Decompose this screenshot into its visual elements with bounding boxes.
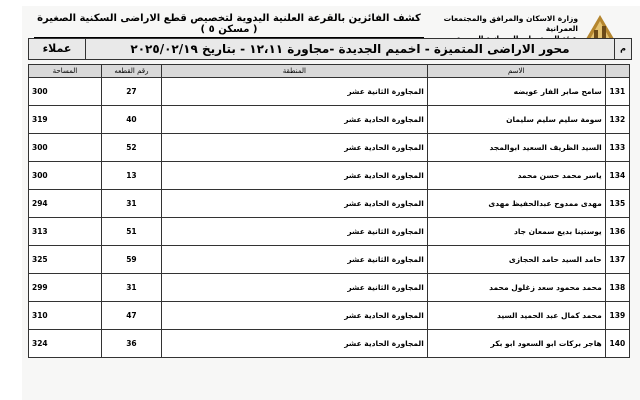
- plot-number-cell: 51: [101, 218, 161, 246]
- region-cell: المجاورة الثانية عشر: [161, 78, 427, 106]
- row-number-cell: 139: [605, 302, 629, 330]
- region-cell: المجاورة الثانية عشر: [161, 218, 427, 246]
- region-cell: المجاورة الثانية عشر: [161, 274, 427, 302]
- plot-number-cell: 52: [101, 134, 161, 162]
- row-number-cell: 135: [605, 190, 629, 218]
- row-number-cell: 131: [605, 78, 629, 106]
- area-cell: 319: [29, 106, 102, 134]
- table-row: [29, 274, 630, 302]
- table-body: [29, 78, 630, 358]
- row-number-cell: 132: [605, 106, 629, 134]
- name-cell: يوستينا بديع سمعان جاد: [427, 218, 605, 246]
- row-number-cell: 140: [605, 330, 629, 358]
- left-margin: [0, 0, 22, 400]
- column-header-plot: رقم القطعه: [101, 65, 161, 78]
- column-header-number: [605, 65, 629, 78]
- table-row: [29, 78, 630, 106]
- client-category-label: عملاء: [29, 39, 86, 59]
- area-cell: 294: [29, 190, 102, 218]
- table-row: [29, 134, 630, 162]
- name-cell: ياسر محمد حسن محمد: [427, 162, 605, 190]
- column-header-name: الاسم: [427, 65, 605, 78]
- plot-number-cell: 47: [101, 302, 161, 330]
- axis-title: محور الاراضى المتميزة - اخميم الجديدة -مجاورة ١٢،١١ - بتاريخ ٢٠٢٥/٠٢/١٩: [130, 42, 570, 56]
- row-number-cell: 136: [605, 218, 629, 246]
- region-cell: المجاورة الحادية عشر: [161, 134, 427, 162]
- table-row: [29, 302, 630, 330]
- region-cell: المجاورة الحادية عشر: [161, 190, 427, 218]
- name-cell: محمد محمود سعد زغلول محمد: [427, 274, 605, 302]
- plot-number-cell: 40: [101, 106, 161, 134]
- area-cell: 325: [29, 246, 102, 274]
- column-header-area: المساحة: [29, 65, 102, 78]
- area-cell: 324: [29, 330, 102, 358]
- name-cell: السيد الظريف السعيد ابوالمجد: [427, 134, 605, 162]
- section-band: [28, 38, 632, 60]
- table-row: [29, 218, 630, 246]
- name-cell: سامح صابر الفار عويضه: [427, 78, 605, 106]
- org-line-ministry: وزارة الاسكان والمرافق والمجتمعات العمرانية: [443, 14, 578, 33]
- area-cell: 300: [29, 134, 102, 162]
- region-cell: المجاورة الحادية عشر: [161, 162, 427, 190]
- table-header-row: [29, 65, 630, 78]
- table-row: [29, 246, 630, 274]
- name-cell: هاجر بركات ابو السعود ابو بكر: [427, 330, 605, 358]
- region-cell: المجاورة الثانية عشر: [161, 246, 427, 274]
- table-row: [29, 106, 630, 134]
- area-cell: 313: [29, 218, 102, 246]
- region-cell: المجاورة الحادية عشر: [161, 106, 427, 134]
- plot-number-cell: 31: [101, 190, 161, 218]
- table-row: [29, 330, 630, 358]
- plot-number-cell: 31: [101, 274, 161, 302]
- row-number-cell: 137: [605, 246, 629, 274]
- name-cell: مهدى ممدوح عبدالحفيظ مهدى: [427, 190, 605, 218]
- area-cell: 310: [29, 302, 102, 330]
- plot-number-cell: 27: [101, 78, 161, 106]
- document-title: كشف الفائزين بالقرعة العلنية اليدوية لتخصيص قطع الاراضى السكنية الصغيرة ( مسكن ٥ ): [34, 13, 424, 38]
- region-cell: المجاورة الحادية عشر: [161, 302, 427, 330]
- column-header-region: المنطقة: [161, 65, 427, 78]
- area-cell: 300: [29, 78, 102, 106]
- row-number-cell: 134: [605, 162, 629, 190]
- table-row: [29, 190, 630, 218]
- top-margin: [0, 0, 640, 6]
- name-cell: حامد السيد حامد الحجازى: [427, 246, 605, 274]
- area-cell: 300: [29, 162, 102, 190]
- plot-number-cell: 13: [101, 162, 161, 190]
- plot-number-cell: 59: [101, 246, 161, 274]
- name-cell: سومة سليم سليم سليمان: [427, 106, 605, 134]
- plot-number-cell: 36: [101, 330, 161, 358]
- row-number-header: م: [614, 39, 631, 59]
- area-cell: 299: [29, 274, 102, 302]
- row-number-cell: 133: [605, 134, 629, 162]
- region-cell: المجاورة الحادية عشر: [161, 330, 427, 358]
- winners-table: [28, 64, 630, 358]
- table-row: [29, 162, 630, 190]
- name-cell: محمد كمال عبد الحميد السيد: [427, 302, 605, 330]
- row-number-cell: 138: [605, 274, 629, 302]
